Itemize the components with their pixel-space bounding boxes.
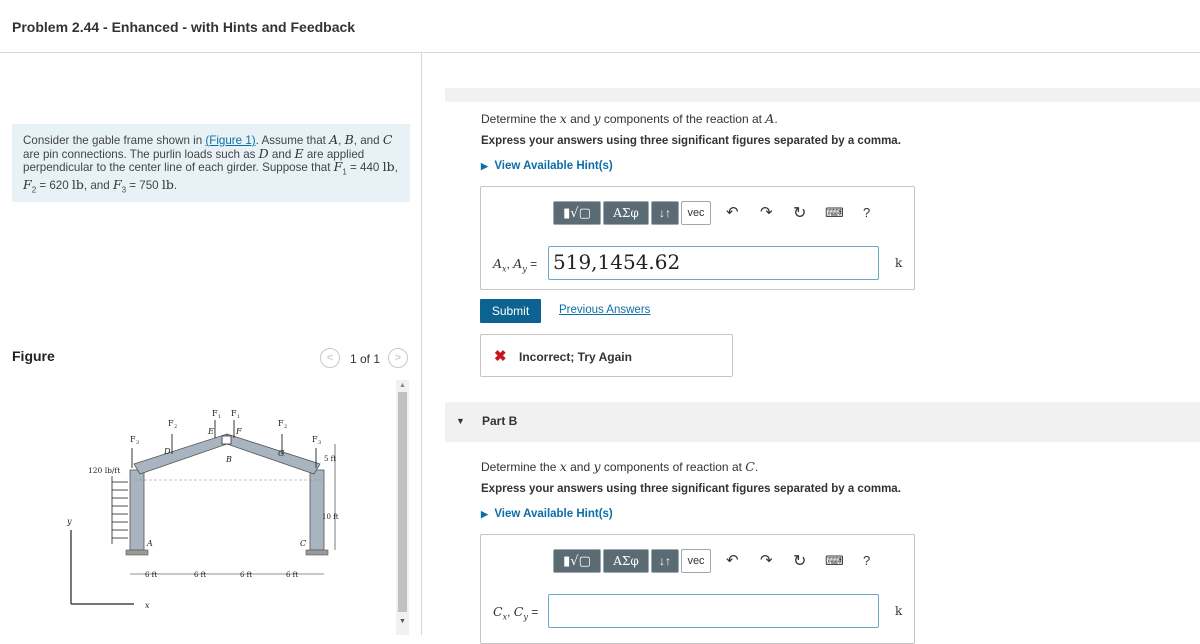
part-b-unit: k [895, 604, 903, 618]
greek-icon[interactable]: ΑΣφ [603, 201, 649, 225]
force-label-f2-right: F [278, 419, 284, 428]
reset-icon[interactable]: ↻ [793, 553, 807, 570]
vec-icon[interactable]: vec [681, 549, 711, 573]
part-b-label[interactable]: Part B [482, 414, 518, 428]
part-b-question: Determine the x and y components of reaction at C. [481, 459, 759, 474]
sort-icon[interactable]: ↓↑ [651, 549, 679, 573]
submit-button[interactable]: Submit [480, 299, 541, 323]
point-d-label: D [164, 447, 171, 456]
redo-icon[interactable]: ↷ [760, 552, 773, 569]
part-a-variable-label: $A_x$, $A_y$ = [493, 256, 538, 274]
keyboard-icon[interactable]: ⌨ [825, 553, 844, 568]
part-a-answer-input[interactable]: 519,1454.62 [548, 246, 879, 280]
svg-text:2: 2 [284, 424, 288, 430]
force-label-f1-right: F [231, 409, 237, 418]
svg-text:3: 3 [136, 440, 140, 446]
figure-label: Figure [12, 348, 55, 364]
part-b-answer-box [480, 534, 915, 644]
part-a-question: Determine the x and y components of the reaction at A. [481, 111, 778, 126]
right-girder [227, 434, 320, 474]
part-b-band [445, 402, 1200, 442]
support-c [306, 550, 328, 555]
previous-answers-link[interactable]: Previous Answers [559, 304, 651, 316]
sort-icon[interactable]: ↓↑ [651, 201, 679, 225]
undo-icon[interactable]: ↶ [726, 204, 739, 221]
dim-6ft-3: 6 ft [240, 571, 253, 579]
problem-line-4: $F_2 = 620$ lb, and $F_3 = 750$ lb. [23, 177, 178, 195]
dim-10ft: 10 ft [322, 513, 339, 521]
reset-icon[interactable]: ↻ [793, 205, 807, 222]
feedback-text: Incorrect; Try Again [519, 350, 632, 364]
help-icon[interactable]: ? [863, 553, 871, 568]
load-label: 120 lb/ft [88, 466, 121, 475]
part-a-band [445, 88, 1200, 102]
scroll-thumb[interactable] [398, 392, 407, 612]
svg-text:1: 1 [218, 414, 222, 420]
y-axis-label: y [67, 517, 72, 526]
templates-icon[interactable]: ▮√▢ [553, 549, 601, 573]
right-column [310, 470, 324, 550]
undo-icon[interactable]: ↶ [726, 552, 739, 569]
part-b-instructions: Express your answers using three significant figures separated by a comma. [481, 483, 901, 495]
pane-divider [421, 53, 422, 635]
dim-5ft: 5 ft [324, 455, 337, 463]
caret-right-icon: ▶ [481, 509, 488, 519]
left-column [130, 470, 144, 550]
vec-icon[interactable]: vec [681, 201, 711, 225]
dim-6ft-4: 6 ft [286, 571, 299, 579]
figure-link[interactable]: (Figure 1) [205, 134, 256, 147]
greek-icon[interactable]: ΑΣφ [603, 549, 649, 573]
point-c-label: C [300, 539, 307, 548]
part-b-variable-label: $C_x$, $C_y$ = [493, 604, 539, 622]
scroll-down-icon[interactable]: ▼ [399, 618, 406, 625]
figure-page-count: 1 of 1 [350, 352, 381, 366]
gable-frame-figure [60, 404, 390, 614]
part-a-answer-box [480, 186, 915, 290]
problem-line-2: are pin connections. The purlin loads such as D and E are applied [23, 145, 365, 161]
next-figure-button[interactable]: > [388, 348, 408, 368]
problem-line-3: perpendicular to the center line of each girder. Suppose that $F_1 = 440$ lb, [23, 159, 398, 177]
force-label-f3-right: F [312, 435, 318, 444]
part-a-hint-link[interactable]: ▶ View Available Hint(s) [481, 160, 613, 172]
redo-icon[interactable]: ↷ [760, 204, 773, 221]
part-a-unit: k [895, 256, 903, 270]
svg-text:1: 1 [237, 414, 241, 420]
incorrect-icon: ✖ [494, 348, 507, 365]
scroll-up-icon[interactable]: ▲ [399, 382, 406, 389]
templates-icon[interactable]: ▮√▢ [553, 201, 601, 225]
feedback-box [480, 334, 733, 377]
x-axis-label: x [145, 601, 150, 610]
part-b-hint-link[interactable]: ▶ View Available Hint(s) [481, 508, 613, 520]
prev-figure-button[interactable]: < [320, 348, 340, 368]
force-label-f3-left: F [130, 435, 136, 444]
figure-scrollbar[interactable] [396, 380, 409, 635]
point-a-label: A [147, 539, 153, 548]
part-b-answer-input[interactable] [548, 594, 879, 628]
left-girder [134, 434, 227, 474]
dim-6ft-2: 6 ft [194, 571, 207, 579]
problem-statement [12, 124, 410, 202]
problem-line-1: Consider the gable frame shown in (Figure 1). Assume that A, B, and C [23, 132, 393, 147]
point-f-label: F [236, 427, 242, 436]
pin-b [222, 436, 231, 444]
caret-right-icon: ▶ [481, 161, 488, 171]
force-label-f2-left: F [168, 419, 174, 428]
support-a [126, 550, 148, 555]
header-bar [0, 0, 1200, 53]
force-label-f1-left: F [212, 409, 218, 418]
point-b-label: B [226, 455, 232, 464]
collapse-arrow-icon[interactable]: ▼ [456, 416, 465, 426]
page-title: Problem 2.44 - Enhanced - with Hints and Feedback [12, 19, 356, 35]
help-icon[interactable]: ? [863, 205, 871, 220]
distributed-load-arrows [112, 476, 128, 544]
point-g-label: G [278, 449, 285, 458]
svg-text:2: 2 [174, 424, 178, 430]
svg-text:3: 3 [318, 440, 322, 446]
part-a-instructions: Express your answers using three significant figures separated by a comma. [481, 135, 901, 147]
dim-6ft-1: 6 ft [145, 571, 158, 579]
point-e-label: E [208, 427, 214, 436]
keyboard-icon[interactable]: ⌨ [825, 205, 844, 220]
